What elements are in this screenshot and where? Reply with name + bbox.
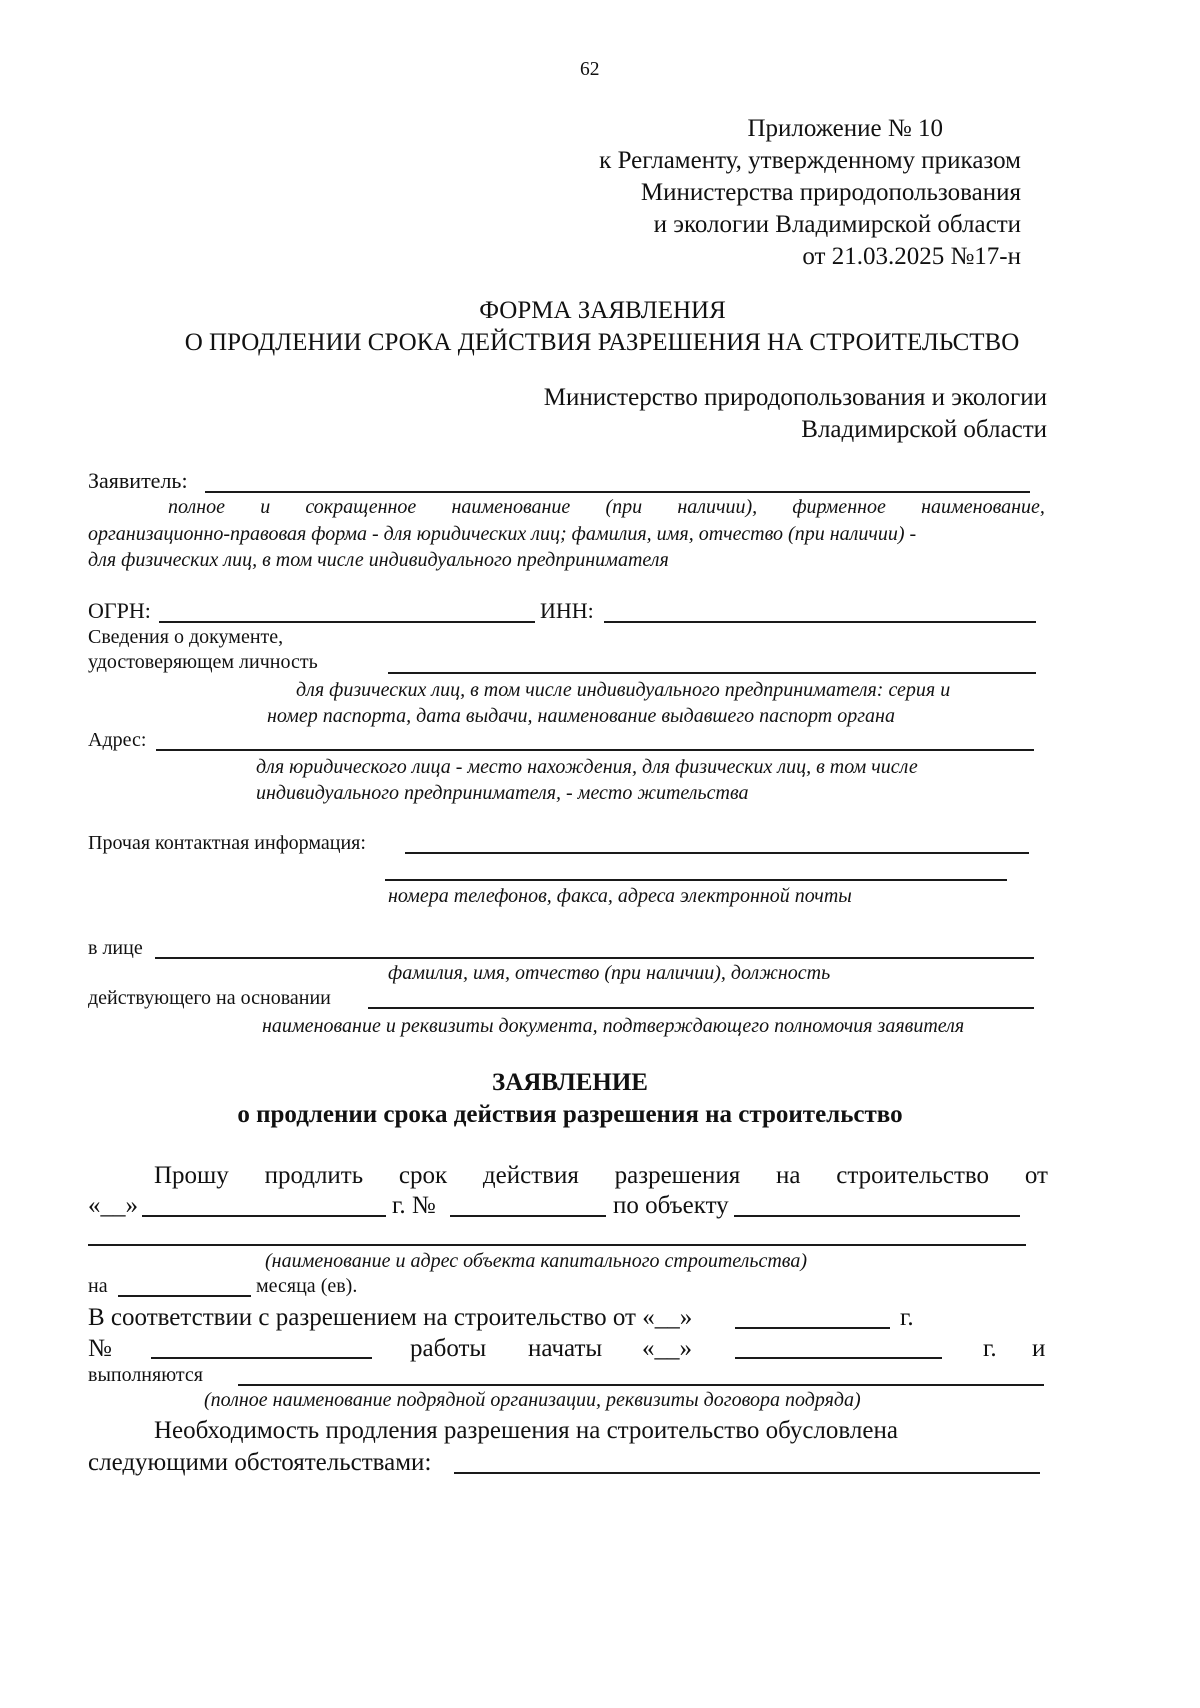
contacts-field-2[interactable] <box>385 879 1007 881</box>
contacts-hint: номера телефонов, факса, адреса электронной почты <box>388 885 852 907</box>
request-line: Прошу продлить срок действия разрешения на строительство от <box>154 1162 1048 1189</box>
identity-doc-label-line-2: удостоверяющем личность <box>88 651 318 673</box>
object-field-2[interactable] <box>88 1244 1026 1246</box>
and-label: и <box>1032 1335 1046 1362</box>
permit-year-no: г. № <box>392 1192 436 1219</box>
appendix-line-4: и экологии Владимирской области <box>653 211 1021 238</box>
address-hint-line-1: для юридического лица - место нахождения, для физических лиц, в том числе <box>256 756 918 778</box>
basis-hint: наименование и реквизиты документа, подтверждающего полномочия заявителя <box>262 1015 965 1037</box>
identity-doc-hint-line-1: для физических лиц, в том числе индивидуального предпринимателя: серия и <box>296 679 951 701</box>
ogrn-field[interactable] <box>159 621 535 623</box>
identity-doc-label-line-1: Сведения о документе, <box>88 626 284 648</box>
start-year: г. <box>983 1335 997 1362</box>
basis-label: действующего на основании <box>88 987 331 1009</box>
addressee-line-1: Министерство природопользования и экологии <box>543 384 1047 411</box>
inn-label: ИНН: <box>540 598 594 623</box>
form-title-line-2: О ПРОДЛЕНИИ СРОКА ДЕЙСТВИЯ РАЗРЕШЕНИЯ НА СТРОИТЕЛЬСТВО <box>184 329 1020 356</box>
addressee-line-2: Владимирской области <box>801 416 1047 443</box>
works-label: работы <box>410 1335 487 1362</box>
works-number-sign: № <box>88 1335 112 1362</box>
ogrn-label: ОГРН: <box>88 598 151 623</box>
representative-field[interactable] <box>155 957 1034 959</box>
basis-field[interactable] <box>368 1007 1034 1009</box>
applicant-hint-line-1: полное и сокращенное наименование (при наличии), фирменное наименование, <box>168 496 1045 518</box>
page-number: 62 <box>580 59 600 80</box>
contractor-hint: (полное наименование подрядной организации, реквизиты договора подряда) <box>204 1389 861 1411</box>
contacts-field-1[interactable] <box>405 852 1029 854</box>
accordance-text: В соответствии с разрешением на строительство от «__» <box>88 1304 693 1331</box>
permit-date-field[interactable] <box>142 1215 386 1217</box>
permit-number-field[interactable] <box>450 1215 606 1217</box>
object-field-1[interactable] <box>734 1215 1020 1217</box>
started-label: начаты <box>528 1335 603 1362</box>
start-date-field[interactable] <box>735 1357 942 1359</box>
applicant-hint-line-2: организационно-правовая форма - для юридических лиц; фамилия, имя, отчество (при наличии) - <box>88 523 917 545</box>
performed-label: выполняются <box>88 1364 203 1386</box>
accordance-date-field[interactable] <box>735 1327 890 1329</box>
representative-label: в лице <box>88 937 143 959</box>
representative-hint: фамилия, имя, отчество (при наличии), должность <box>388 962 831 984</box>
necessity-line-1: Необходимость продления разрешения на строительство обусловлена <box>154 1417 898 1444</box>
address-label: Адрес: <box>88 729 147 751</box>
necessity-line-2: следующими обстоятельствами: <box>88 1449 432 1476</box>
months-label: месяца (ев). <box>256 1275 358 1297</box>
applicant-label: Заявитель: <box>88 468 188 493</box>
contractor-field[interactable] <box>238 1384 1044 1386</box>
permit-date-quote: «__» <box>88 1192 138 1219</box>
months-field[interactable] <box>118 1295 251 1297</box>
appendix-line-3: Министерства природопользования <box>640 179 1021 206</box>
address-field[interactable] <box>156 749 1034 751</box>
appendix-line-2: к Регламенту, утвержденному приказом <box>599 147 1021 174</box>
applicant-hint-line-3: для физических лиц, в том числе индивидуального предпринимателя <box>88 549 669 571</box>
applicant-field[interactable] <box>205 491 1030 493</box>
start-date-quote: «__» <box>642 1335 692 1362</box>
by-object-label: по объекту <box>613 1192 729 1219</box>
statement-title: ЗАЯВЛЕНИЕ <box>492 1069 648 1096</box>
identity-doc-hint-line-2: номер паспорта, дата выдачи, наименование выдавшего паспорт органа <box>267 705 895 727</box>
identity-doc-field[interactable] <box>388 672 1036 674</box>
works-number-field[interactable] <box>151 1357 372 1359</box>
statement-subtitle: о продлении срока действия разрешения на строительство <box>237 1101 903 1128</box>
for-label: на <box>88 1275 108 1297</box>
form-title-line-1: ФОРМА ЗАЯВЛЕНИЯ <box>479 297 726 324</box>
inn-field[interactable] <box>604 621 1036 623</box>
circumstances-field[interactable] <box>454 1472 1040 1474</box>
object-hint: (наименование и адрес объекта капитального строительства) <box>265 1250 808 1272</box>
address-hint-line-2: индивидуального предпринимателя, - место жительства <box>256 782 749 804</box>
accordance-year: г. <box>900 1304 914 1331</box>
appendix-date: от 21.03.2025 №17-н <box>802 243 1021 270</box>
contacts-label: Прочая контактная информация: <box>88 832 366 854</box>
appendix-line-1: Приложение № 10 <box>747 115 943 142</box>
